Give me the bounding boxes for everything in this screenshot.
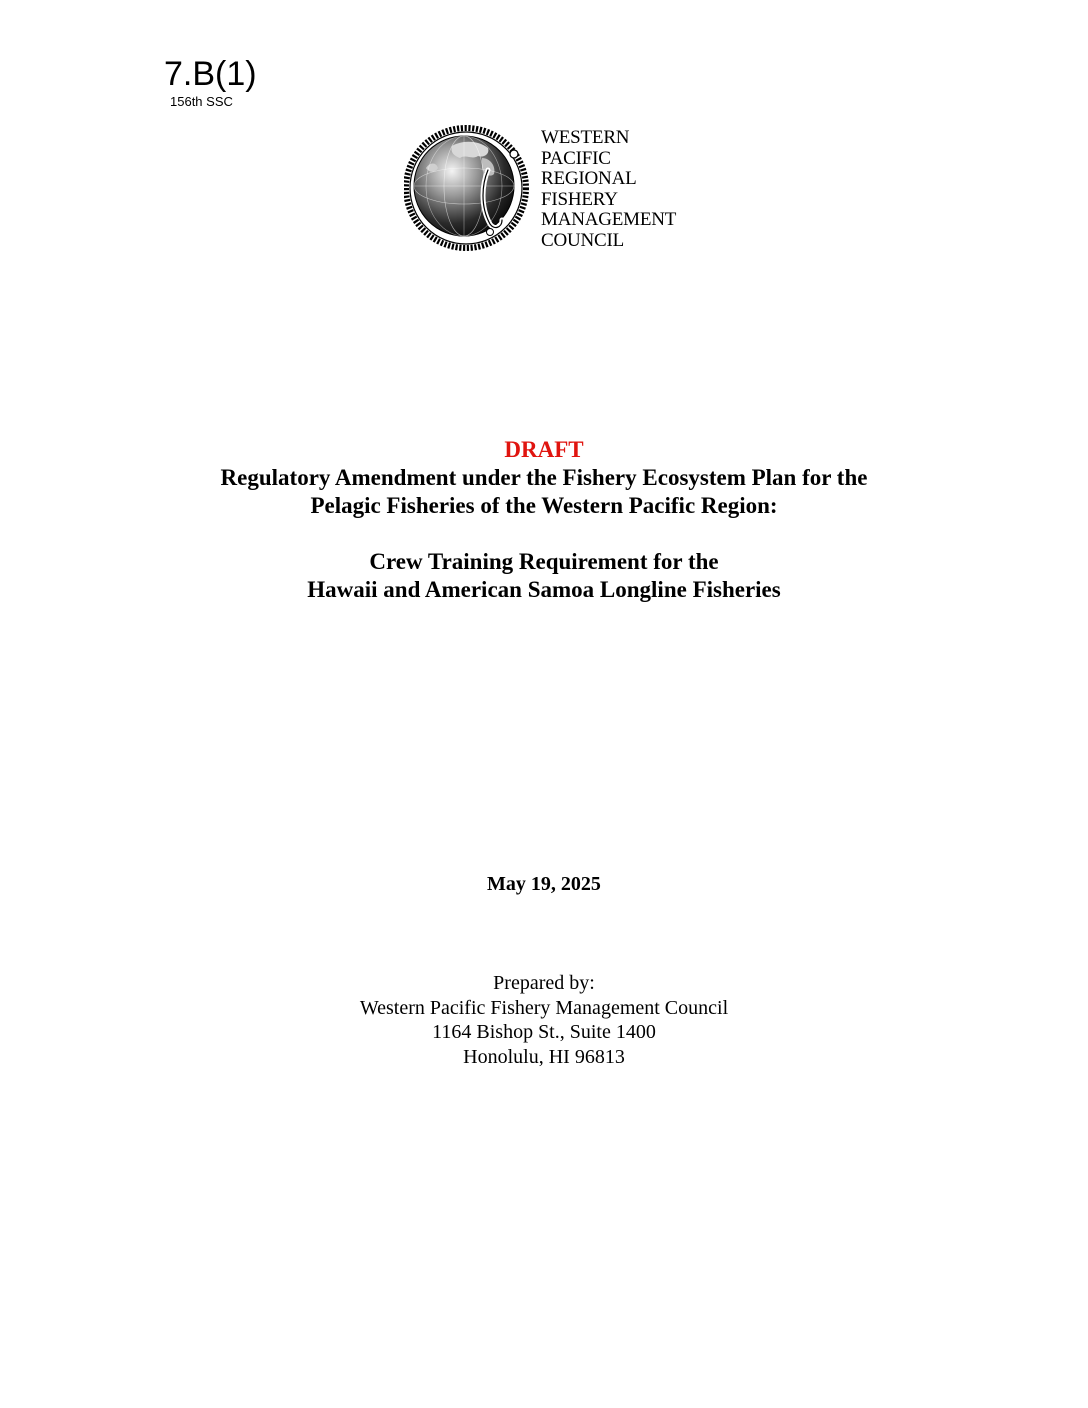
logo-line: PACIFIC bbox=[541, 147, 611, 169]
organization-name: Western Pacific Fishery Management Council bbox=[359, 996, 729, 1019]
council-logo bbox=[404, 124, 694, 254]
title-line: Regulatory Amendment under the Fishery Ecosystem Plan for the bbox=[220, 465, 868, 490]
subtitle-line: Hawaii and American Samoa Longline Fisheries bbox=[307, 577, 781, 602]
logo-line: REGIONAL bbox=[541, 168, 637, 190]
prepared-by-block bbox=[0, 971, 1088, 1069]
logo-line: FISHERY bbox=[541, 188, 618, 210]
address-line: 1164 Bishop St., Suite 1400 bbox=[432, 1021, 656, 1043]
council-name bbox=[541, 128, 676, 252]
globe-emblem-icon bbox=[404, 124, 534, 254]
draft-label: DRAFT bbox=[504, 437, 584, 462]
logo-line: MANAGEMENT bbox=[541, 209, 677, 231]
logo-line: COUNCIL bbox=[541, 229, 625, 251]
address-line: Honolulu, HI 96813 bbox=[463, 1045, 625, 1068]
logo-line: WESTERN bbox=[541, 127, 630, 148]
document-title bbox=[0, 436, 1088, 604]
title-line: Pelagic Fisheries of the Western Pacific Region: bbox=[310, 493, 778, 518]
meeting-label: 156th SSC bbox=[170, 94, 233, 109]
subtitle-line: Crew Training Requirement for the bbox=[369, 549, 719, 574]
title-spacer bbox=[0, 520, 1088, 548]
document-date: May 19, 2025 bbox=[487, 873, 601, 895]
prepared-by-label: Prepared by: bbox=[493, 972, 595, 994]
agenda-code: 7.B(1) bbox=[164, 55, 257, 93]
